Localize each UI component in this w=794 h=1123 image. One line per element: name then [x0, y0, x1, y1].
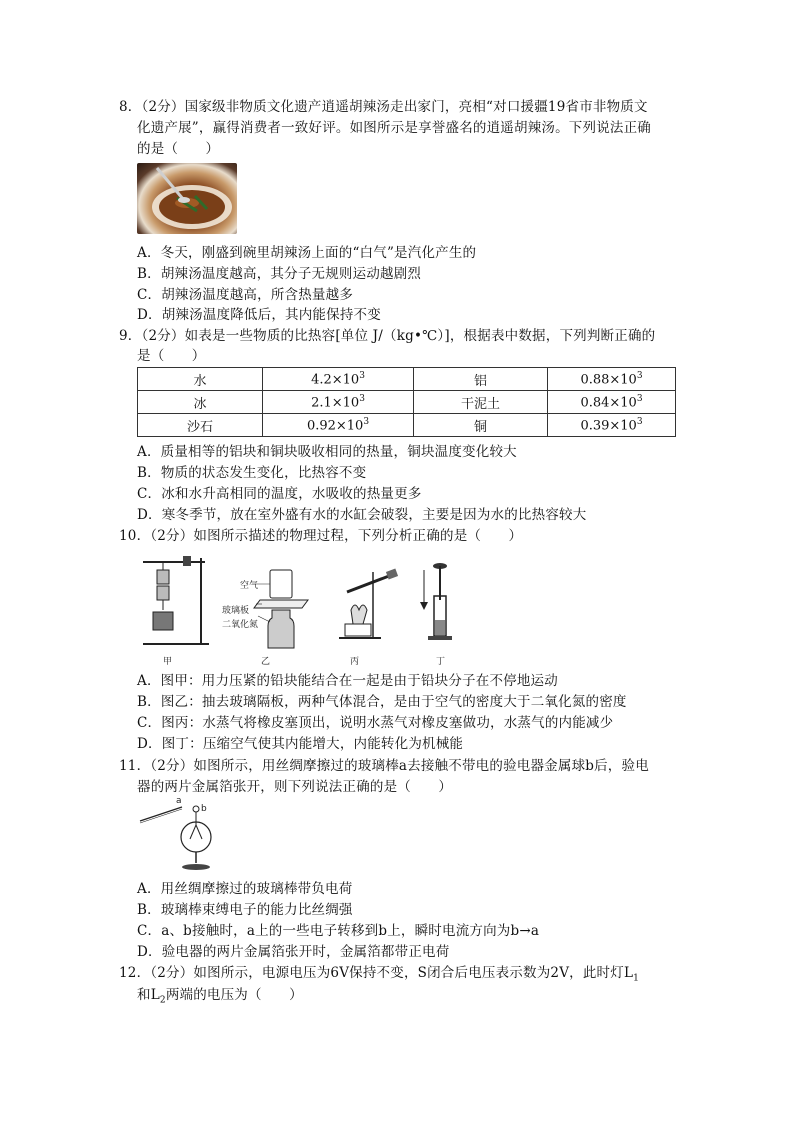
- q9-option-b: B．物质的状态发生变化，比热容不变: [137, 465, 367, 481]
- q12-stem-line1: 12．（2分）如图所示，电源电压为6V保持不变，S闭合后电压表示数为2V，此时灯$L_1$: [119, 965, 640, 984]
- q8-option-d: D．胡辣汤温度降低后，其内能保持不变: [137, 307, 381, 323]
- q11-option-d: D．验电器的两片金属箔张开时，金属箔都带正电荷: [137, 944, 450, 960]
- q10-stem: 10．（2分）如图所示描述的物理过程，下列分析正确的是（ ）: [119, 528, 523, 544]
- q8-option-b: B．胡辣汤温度越高，其分子无规则运动越剧烈: [137, 266, 422, 282]
- q9-stem-line1: 9．（2分）如表是一些物质的比热容[单位 J/（kg•℃）]，根据表中数据，下列判断正确的: [119, 328, 656, 344]
- figure-electroscope: [138, 795, 228, 875]
- table-row: [138, 414, 676, 437]
- q8-option-a: A．冬天，刚盛到碗里胡辣汤上面的“白气”是汽化产生的: [137, 245, 477, 261]
- q8-stem-line3: 的是（ ）: [137, 141, 220, 157]
- q11-stem-line1: 11．（2分）如图所示，用丝绸摩擦过的玻璃棒a去接触不带电的验电器金属球b后，验电: [119, 758, 649, 774]
- table-cell: $0.84\times 10^3$: [548, 391, 676, 414]
- figure-jia-label: 甲: [163, 657, 173, 667]
- q9-stem-line2: 是（ ）: [137, 348, 206, 364]
- q9-option-c: C．冰和水升高相同的温度，水吸收的热量更多: [137, 486, 422, 502]
- figure-yi-air-label: 空气: [240, 581, 259, 591]
- q10-option-d: D．图丁：压缩空气使其内能增大，内能转化为机械能: [137, 736, 464, 752]
- table-row: [138, 368, 676, 391]
- q11-stem-line2: 器的两片金属箔张开，则下列说法正确的是（ ）: [137, 779, 453, 795]
- table-cell: $0.39\times 10^3$: [548, 414, 676, 437]
- figure-yi-label: 乙: [261, 657, 271, 667]
- q9-option-a: A．质量相等的铝块和铜块吸收相同的热量，铜块温度变化较大: [137, 444, 517, 460]
- table-cell: 铝: [414, 368, 548, 391]
- table-cell: $0.92\times 10^3$: [263, 414, 414, 437]
- table-cell: 冰: [138, 391, 263, 414]
- q8-stem-line2: 化遗产展”，赢得消费者一致好评。如图所示是享誉盛名的逍遥胡辣汤。下列说法正确: [137, 120, 652, 136]
- soup-bowl-illustration: [137, 163, 237, 234]
- figure-yi-no2-label: 二氧化氮: [222, 620, 259, 630]
- specific-heat-table: [137, 367, 676, 437]
- figure-bing-label: 丙: [350, 657, 360, 667]
- q8-option-c: C．胡辣汤温度越高，所含热量越多: [137, 287, 354, 303]
- table-cell: 干泥土: [414, 391, 548, 414]
- table-cell: 沙石: [138, 414, 263, 437]
- figure-yi-glass-label: 玻璃板: [222, 606, 250, 616]
- table-cell: $0.88\times 10^3$: [548, 368, 676, 391]
- table-row: [138, 391, 676, 414]
- table-cell: $4.2\times 10^3$: [263, 368, 414, 391]
- q11-option-c: C．a、b接触时，a上的一些电子转移到b上，瞬时电流方向为b→a: [137, 923, 540, 939]
- table-cell: 水: [138, 368, 263, 391]
- q11-option-a: A．用丝绸摩擦过的玻璃棒带负电荷: [137, 881, 353, 897]
- table-cell: 铜: [414, 414, 548, 437]
- figure-ding-compression: [418, 560, 458, 646]
- table-cell: $2.1\times 10^3$: [263, 391, 414, 414]
- figure-electroscope-b-label: b: [201, 804, 207, 814]
- figure-ding-label: 丁: [436, 657, 446, 667]
- figure-jia-lead-blocks: [135, 552, 215, 652]
- figure-bing-test-tube: [333, 562, 403, 652]
- q11-option-b: B．玻璃棒束缚电子的能力比丝绸强: [137, 902, 353, 918]
- q10-option-a: A．图甲：用力压紧的铅块能结合在一起是由于铅块分子在不停地运动: [137, 673, 558, 689]
- soup-photo: [137, 163, 237, 234]
- q10-option-b: B．图乙：抽去玻璃隔板，两种气体混合，是由于空气的密度大于二氧化氮的密度: [137, 694, 627, 710]
- q12-stem-line2: 和$L_2$两端的电压为（ ）: [137, 987, 303, 1006]
- q9-option-d: D．寒冬季节，放在室外盛有水的水缸会破裂，主要是因为水的比热容较大: [137, 507, 587, 523]
- q8-stem-line1: 8．（2分）国家级非物质文化遗产逍遥胡辣汤走出家门，亮相“对口援疆19省市非物质文: [119, 99, 648, 115]
- q10-option-c: C．图丙：水蒸气将橡皮塞顶出，说明水蒸气对橡皮塞做功，水蒸气的内能减少: [137, 715, 614, 731]
- figure-electroscope-a-label: a: [176, 796, 182, 806]
